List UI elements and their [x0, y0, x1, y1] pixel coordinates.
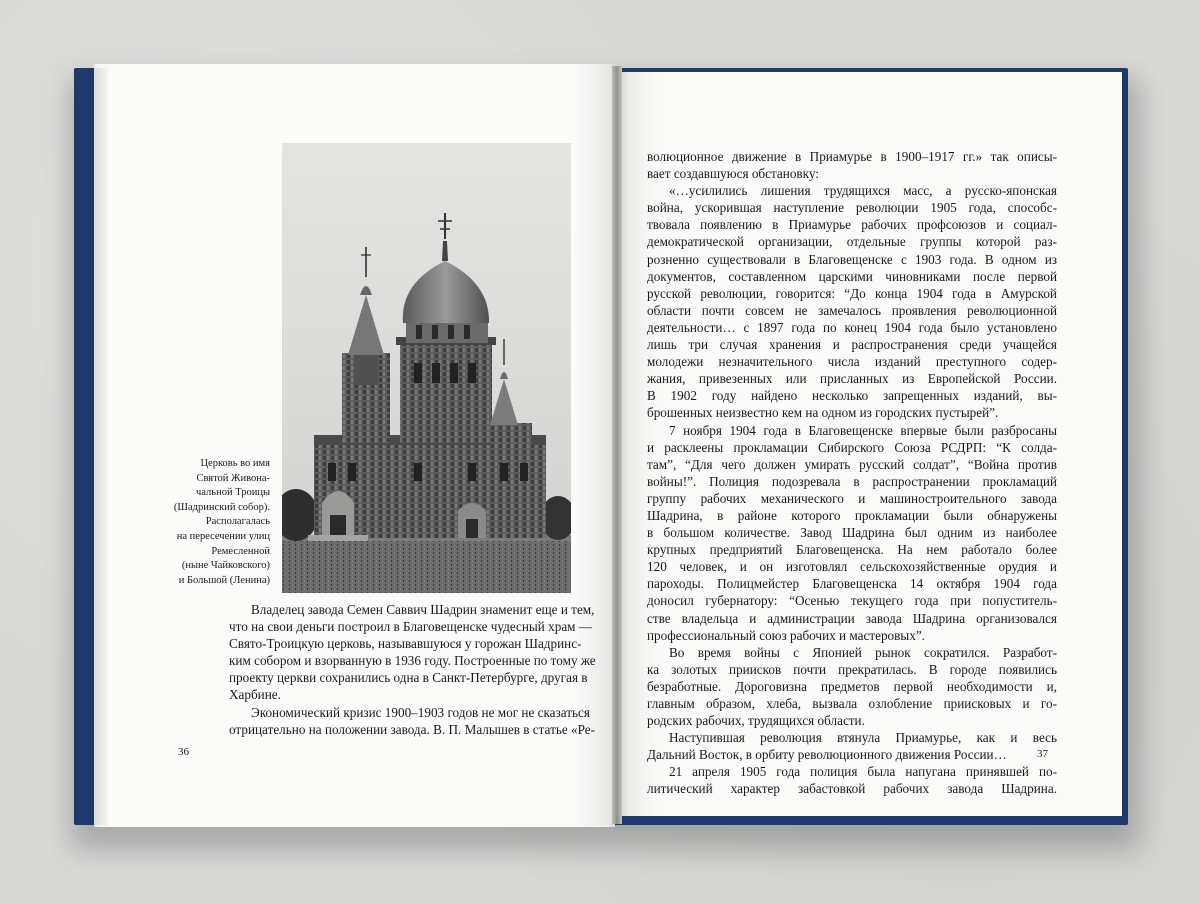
text-line: лишь три случая хранения и распространения среди учащейся: [647, 337, 1057, 353]
caption-line: Святой Живона-: [196, 472, 270, 484]
text-line: стве владельца и администрации завода Шадрина организовался: [647, 610, 1057, 626]
text-line: деятельности… с 1897 года по конец 1904 года было установлено: [647, 319, 1057, 335]
caption-line: и Большой (Ленина): [178, 574, 270, 586]
text-line: группу рабочих механического и машиностроительного завода: [647, 490, 1057, 506]
text-line: жания, привезенных или присланных из Европейской России.: [647, 371, 1057, 387]
right-page-text: [647, 148, 1057, 798]
text-line: проекту церкви сохранились одна в Санкт-Петербурге, другая в: [229, 670, 588, 686]
caption-line: на пересечении улиц: [176, 530, 270, 542]
page-edge: [94, 68, 108, 825]
text-line: 7 ноября 1904 года в Благовещенске впервые были разбросаны: [669, 422, 1057, 438]
text-line: Свято-Троицкую церковь, называвшуюся у горожан Шадринс-: [229, 636, 582, 652]
text-line: твовала появлению в Приамурье рабочих профсоюзов и социал-: [647, 217, 1057, 233]
caption-line: (Шадринский собор).: [173, 501, 270, 513]
left-page-number: 36: [178, 746, 189, 758]
right-page: [619, 72, 1122, 816]
left-page-text: [229, 601, 596, 738]
text-line: документов, составленном царскими чиновниками после первой: [647, 268, 1057, 284]
caption-line: чальной Троицы: [196, 487, 270, 499]
text-line: безработные. Дороговизна предметов первой необходимости и,: [647, 678, 1057, 694]
text-line: Владелец завода Семен Саввич Шадрин знаменит еще и тем,: [251, 602, 595, 617]
caption-line: (ныне Чайковского): [181, 560, 270, 572]
text-line: демократической организации, отдельные группы которой раз-: [647, 234, 1057, 250]
text-line: 21 апреля 1905 года полиция была напугана принявшей по-: [669, 764, 1057, 780]
text-line: В 1902 году найдено несколько запрещенных изданий, вы-: [647, 388, 1057, 404]
text-line: ка золотых приисков почти прекратилась. В городе появились: [647, 661, 1057, 677]
text-line: доносил губернатору: “Осенью текущего года при попуститель-: [647, 593, 1057, 609]
caption-line: Ремесленной: [211, 545, 270, 557]
cathedral-photo: [282, 143, 571, 593]
text-line: литический характер забастовкой рабочих завода Шадрина.: [647, 781, 1057, 797]
text-line: пароходы. Полицмейстер Благовещенска 14 октября 1904 года: [647, 576, 1057, 592]
text-line: русской революции, говорится: “До конца 1904 года в Амурской: [647, 285, 1057, 301]
text-line: и расклеены прокламации Сибирского Союза РСДРП: “К солда-: [647, 439, 1057, 455]
text-line: ким собором и взорванную в 1936 году. Построенные по тому же: [229, 653, 596, 669]
caption-line: Располагалась: [205, 516, 270, 528]
text-line: молодежи незначительного числа изданий преступного содер-: [647, 354, 1057, 370]
text-line: главным образом, хлеба, вызвала озлобление приисковых и го-: [647, 696, 1057, 711]
text-line: Наступившая революция втянула Приамурье, как и весь: [669, 730, 1057, 746]
text-line: там”, “Для чего должен умирать русский солдат”, “Война против: [647, 456, 1057, 472]
text-line: что на свои деньги построил в Благовещенске чудесный храм —: [229, 619, 592, 635]
text-line: «…усилились лишения трудящихся масс, а русско-японская: [669, 183, 1057, 199]
text-line: отрицательно на положении завода. В. П. Малышев в статье «Ре-: [229, 721, 595, 737]
text-line: 120 человек, и он изготовлял сельскохозяйственные орудия и: [647, 559, 1057, 575]
text-line: Экономический кризис 1900–1903 годов не мог не сказаться: [251, 704, 590, 720]
text-line: вает создавшуюся обстановку:: [647, 166, 819, 182]
text-line: волюционное движение в Приамурье в 1900–1917 гг.» так описы-: [647, 149, 1057, 164]
book-gutter: [612, 66, 622, 824]
text-line: брошенных неизвестно кем на одном из городских пустырей”.: [647, 405, 999, 421]
text-line: Дальний Восток, в орбиту революционного движения России…: [647, 747, 1007, 763]
right-page-number: 37: [1037, 748, 1048, 760]
caption-line: Церковь во имя: [200, 458, 270, 469]
text-line: родских рабочих, трудящихся области.: [647, 713, 865, 729]
text-line: профессиональный союз рабочих и мастеровых”.: [647, 627, 925, 643]
text-line: войны!”. Полиция подозревала в распространении прокламаций: [647, 473, 1057, 489]
left-page: [94, 64, 615, 827]
text-line: война, ускорившая наступление революции 1905 года, способс-: [647, 200, 1057, 216]
text-line: крупных предприятий Благовещенска. На нем работало более: [647, 542, 1057, 558]
text-line: Харбине.: [229, 687, 281, 703]
photo-caption: [134, 457, 270, 588]
text-line: Во время войны с Японией рынок сократился. Разработ-: [669, 644, 1057, 660]
text-line: розненно существовали в Благовещенске с 1903 года. В одном из: [647, 251, 1057, 267]
text-line: Шадрина, в районе которого прокламации были обнаружены: [647, 507, 1057, 523]
text-line: области почти совсем не замечалось проявления революционной: [647, 302, 1057, 318]
text-line: в большом количестве. Завод Шадрина был одним из наиболее: [647, 525, 1057, 541]
